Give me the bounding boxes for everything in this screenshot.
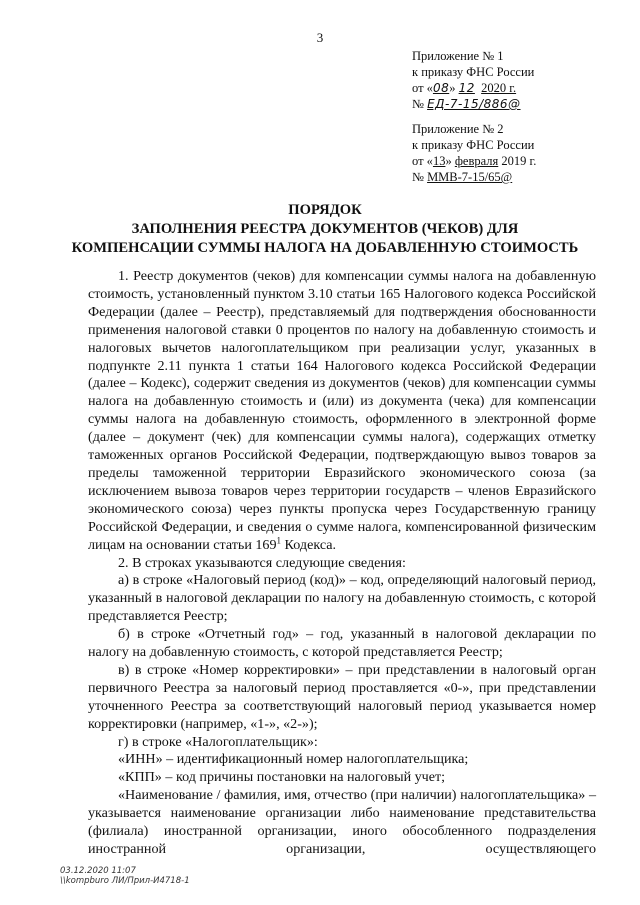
document-title <box>40 201 610 258</box>
paragraph-9: «Наименование / фамилия, имя, отчество (при наличии) налогоплательщика» – указывается наименование организации либо наименование представительства (филиала) иностранной организации, иного обособленного подразделения иностранной организации, осуществляющего <box>88 787 596 857</box>
appendix-2-date: от «13» февраля 2019 г. <box>412 154 537 168</box>
paragraph-4: б) в строке «Отчетный год» – год, указанный в налоговой декларации по налогу на добавленную стоимость, с которой представляется Реестр; <box>88 626 596 661</box>
appendix-1-title: Приложение № 1 <box>412 49 504 63</box>
appendix-2-block <box>412 121 536 185</box>
title-line-1: ПОРЯДОК <box>288 202 362 218</box>
document-body <box>88 268 596 859</box>
footer-filepath: \\kompburo ЛИ/Прил-И4718-1 <box>60 876 190 886</box>
paragraph-6: г) в строке «Налогоплательщик»: <box>118 733 318 750</box>
appendix-2-number: № ММВ-7-15/65@ <box>412 170 513 184</box>
appendix-2-month: февраля <box>454 154 499 168</box>
footer-timestamp: 03.12.2020 11:07 <box>60 866 136 876</box>
appendix-2-number-value: ММВ-7-15/65@ <box>427 170 513 184</box>
appendix-1-year: 2020 г. <box>481 81 517 95</box>
appendix-1-month: 12 <box>458 81 475 95</box>
paragraph-3: а) в строке «Налоговый период (код)» – код, определяющий налоговый период, указанный в налоговой декларации по налогу на добавленную стоимость, с которой представляется Реестр; <box>88 572 596 625</box>
appendix-2-title: Приложение № 2 <box>412 122 504 136</box>
title-line-2: ЗАПОЛНЕНИЯ РЕЕСТРА ДОКУМЕНТОВ (ЧЕКОВ) ДЛЯ <box>131 221 519 237</box>
appendix-1-day: 08 <box>432 81 450 95</box>
paragraph-7: «ИНН» – идентификационный номер налогоплательщика; <box>118 751 469 768</box>
appendix-1-date: от «08» 12 2020 г. <box>412 81 517 95</box>
appendix-1-order: к приказу ФНС России <box>412 65 535 79</box>
paragraph-2: 2. В строках указываются следующие сведения: <box>118 554 406 571</box>
appendix-2-order: к приказу ФНС России <box>412 138 535 152</box>
page-number: 3 <box>316 30 324 45</box>
appendix-1-number-value: ЕД-7-15/886@ <box>427 97 521 111</box>
footer-stamp <box>60 866 190 886</box>
appendix-1-block <box>412 48 534 112</box>
paragraph-1: 1. Реестр документов (чеков) для компенсации суммы налога на добавленную стоимость, установленный пунктом 3.10 статьи 165 Налогового кодекса Российской Федерации (далее – Реестр), представляемый для подтверждения обоснованности применения налоговой ставки 0 процентов по налогу на добавленную стоимость и налоговых вычетов налогоплательщиком при реализации услуг, указанных в подпункте 2.11 пункта 1 статьи 164 Налогового кодекса Российской Федерации (далее – Кодекс), содержит сведения из документов (чеков) для компенсации суммы налога на добавленную стоимость и (или) из документа (чека) для компенсации суммы налога на добавленную стоимость, оформленного в электронной форме (далее – документ (чек) для компенсации суммы налога), содержащих отметку таможенных органов Российской Федерации, подтверждающую вывоз товаров за пределы таможенной территории Евразийского экономического союза (за исключением вывоза товаров через территории государств – членов Евразийского экономического союза) через пункты пропуска через Государственную границу Российской Федерации, и сведения о сумме налога, компенсированной физическим лицам на основании статьи $169^1$ Кодекса. <box>88 268 596 553</box>
paragraph-5: в) в строке «Номер корректировки» – при представлении в налоговый орган первичного Реестра за налоговый период проставляется «0-», при представлении уточненного Реестра за соответствующий налоговый период указывается номер корректировки (например, «1-», «2-»); <box>88 661 596 732</box>
paragraph-8: «КПП» – код причины постановки на налоговый учет; <box>118 769 446 786</box>
appendix-2-day: 13 <box>432 154 446 168</box>
title-line-3: КОМПЕНСАЦИИ СУММЫ НАЛОГА НА ДОБАВЛЕННУЮ СТОИМОСТЬ <box>71 240 579 256</box>
appendix-1-number: № ЕД-7-15/886@ <box>412 97 521 111</box>
